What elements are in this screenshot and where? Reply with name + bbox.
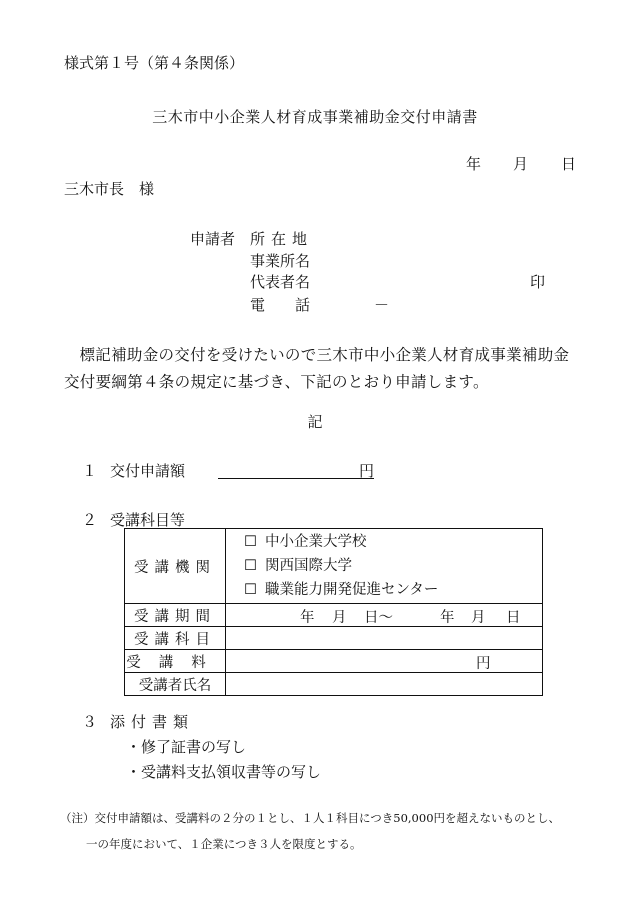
option-row[interactable] — [226, 578, 542, 602]
attendee-value[interactable] — [226, 673, 543, 696]
form-number: 様式第１号（第４条関係） — [64, 54, 245, 72]
body-paragraph: 標記補助金の交付を受けたいので三木市中小企業人材育成事業補助金交付要綱第４条の規定に基づき、下記のとおり申請します。 — [64, 346, 570, 391]
period-label — [125, 604, 226, 627]
checkbox-icon[interactable]: ☐ — [244, 534, 257, 550]
section2-label: 受講科目等 — [110, 511, 186, 529]
note-line-2: 一の年度において、１企業につき３人を限度とする。 — [86, 837, 362, 851]
period-month2: 月 — [471, 610, 486, 626]
fee-label-text: 受講料 — [126, 654, 224, 671]
period-label-text: 受講期間 — [134, 608, 216, 625]
fee-label — [125, 650, 226, 673]
applicant-label: 申請者 — [190, 230, 236, 248]
option-row[interactable] — [226, 554, 542, 578]
section1-number: １ — [82, 462, 98, 480]
amount-underline — [218, 477, 374, 479]
institution-label-text: 受講機関 — [134, 559, 216, 576]
period-day2: 日 — [506, 610, 521, 626]
checkbox-icon[interactable]: ☐ — [244, 558, 257, 574]
attendee-label-text: 受講者氏名 — [138, 677, 212, 694]
addressee: 三木市長 様 — [64, 180, 155, 198]
period-year2: 年 — [440, 610, 455, 626]
amount-unit: 円 — [359, 462, 375, 480]
seal-mark: 印 — [530, 273, 546, 291]
section1-label: 交付申請額 — [110, 462, 186, 480]
note-line-1: （注）交付申請額は、受講料の２分の１とし、１人１科目につき50,000円を超えないものとし、 — [60, 811, 561, 825]
attendee-label — [125, 673, 226, 696]
date-day: 日 — [561, 155, 577, 173]
period-value[interactable] — [226, 604, 543, 627]
table-row — [125, 604, 543, 627]
option-row[interactable] — [226, 530, 542, 554]
option-label: 職業能力開発促進センター — [265, 582, 439, 598]
subject-value[interactable] — [226, 627, 543, 650]
course-table — [124, 528, 543, 696]
attachment-item: ・受講料支払領収書等の写し — [126, 763, 322, 781]
business-name-label: 事業所名 — [250, 252, 311, 270]
representative-label: 代表者名 — [250, 273, 311, 291]
option-label: 関西国際大学 — [265, 558, 352, 574]
institution-options — [226, 529, 543, 604]
fee-value[interactable] — [226, 650, 543, 673]
option-label: 中小企業大学校 — [265, 534, 367, 550]
period-month1: 月 — [332, 610, 347, 626]
period-year1: 年 — [300, 610, 315, 626]
phone-label: 電話 — [250, 296, 341, 314]
checkbox-icon[interactable]: ☐ — [244, 582, 257, 598]
date-month: 月 — [513, 155, 529, 173]
table-row — [125, 529, 543, 604]
subject-label-text: 受講科目 — [134, 631, 216, 648]
table-row — [125, 650, 543, 673]
table-row — [125, 673, 543, 696]
period-day1: 日〜 — [364, 610, 393, 626]
section2-number: ２ — [82, 511, 98, 529]
fee-unit: 円 — [476, 656, 491, 672]
institution-label — [125, 529, 226, 604]
section3-number: ３ — [82, 713, 98, 731]
attachment-item: ・修了証書の写し — [126, 738, 247, 756]
subject-label — [125, 627, 226, 650]
phone-dash: － — [374, 296, 390, 314]
ki-heading: 記 — [307, 413, 323, 431]
table-row — [125, 627, 543, 650]
address-label: 所在地 — [250, 230, 314, 248]
section3-label: 添付書類 — [110, 713, 195, 731]
date-year: 年 — [466, 155, 482, 173]
document-title: 三木市中小企業人材育成事業補助金交付申請書 — [152, 108, 478, 126]
